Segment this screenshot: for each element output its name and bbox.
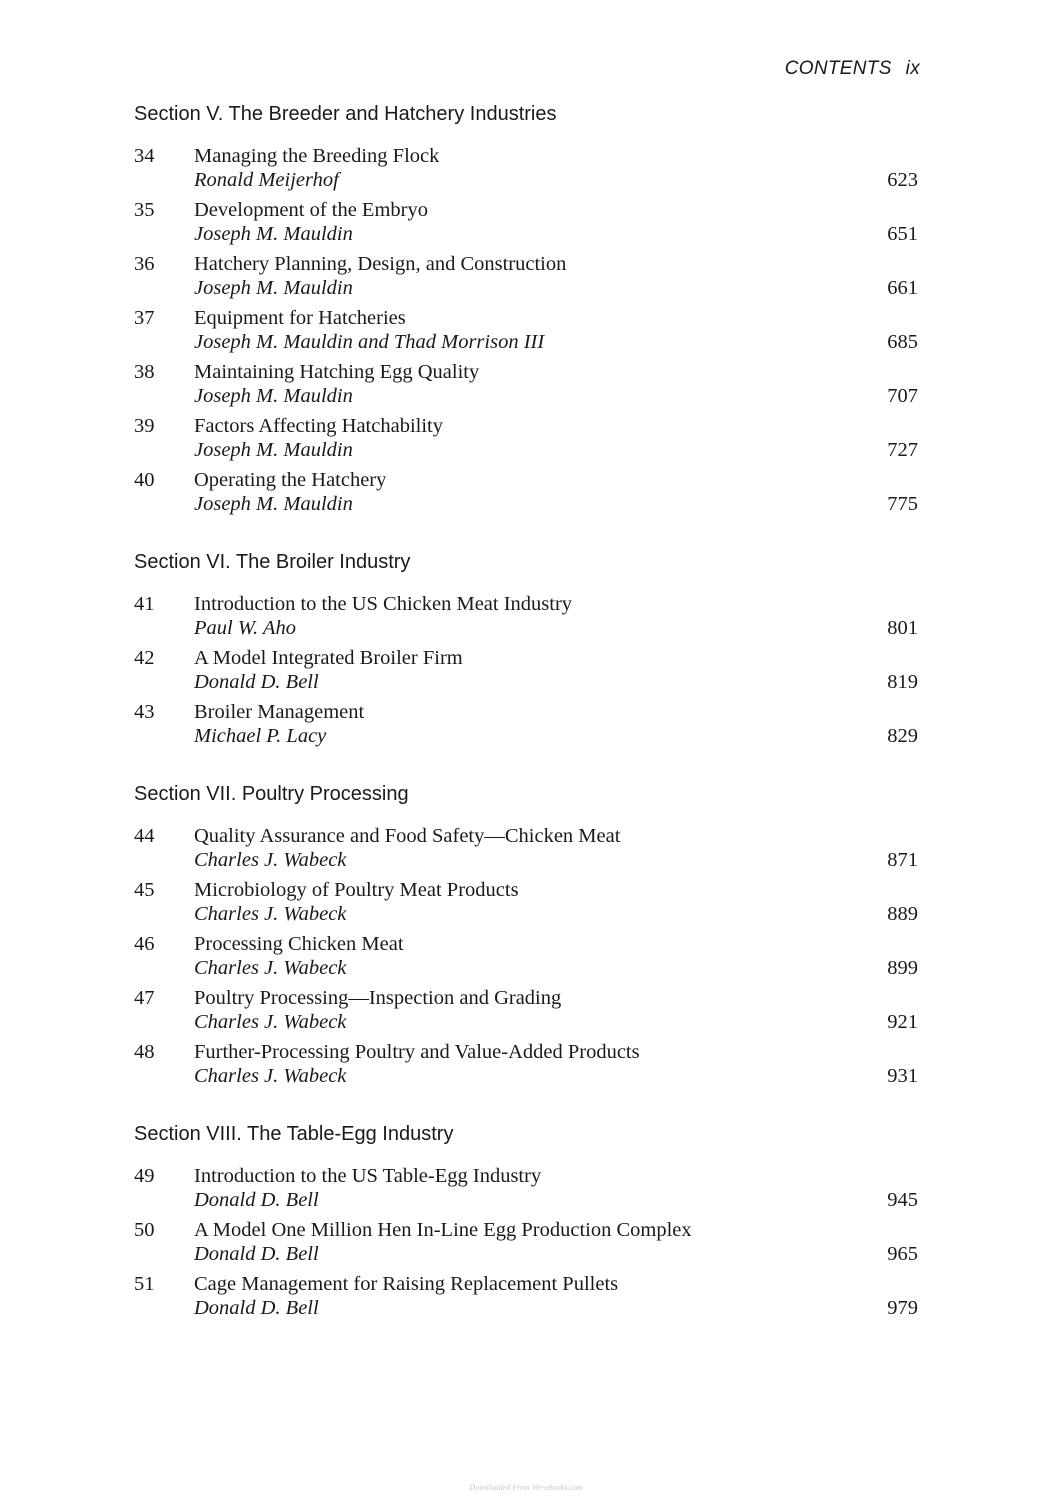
section-heading: Section VIII. The Table-Egg Industry	[134, 1123, 454, 1145]
chapter-number: 50	[134, 1219, 155, 1241]
chapter-author: Donald D. Bell	[194, 1243, 319, 1265]
chapter-page-number: 623	[887, 169, 918, 191]
chapter-details	[194, 1272, 918, 1326]
chapter-page-number: 661	[887, 277, 918, 299]
chapter-entry	[132, 986, 918, 1040]
chapter-author: Charles J. Wabeck	[194, 849, 347, 871]
chapter-page-number: 979	[887, 1297, 918, 1319]
chapter-entry	[132, 592, 918, 646]
chapter-page-number: 819	[887, 671, 918, 693]
chapter-details	[194, 468, 918, 522]
chapter-number: 47	[134, 987, 155, 1009]
chapter-author: Joseph M. Mauldin	[194, 277, 353, 299]
chapter-number: 37	[134, 307, 155, 329]
chapter-details	[194, 824, 918, 878]
section-heading: Section VI. The Broiler Industry	[134, 551, 411, 573]
chapter-title: Equipment for Hatcheries	[194, 307, 406, 329]
chapter-details	[194, 306, 918, 360]
chapter-title: Microbiology of Poultry Meat Products	[194, 879, 519, 901]
chapter-entry	[132, 468, 918, 522]
contents-section	[132, 780, 918, 1094]
chapter-number: 35	[134, 199, 155, 221]
chapter-details	[194, 646, 918, 700]
chapter-author: Charles J. Wabeck	[194, 957, 347, 979]
chapter-details	[194, 252, 918, 306]
chapter-entry	[132, 198, 918, 252]
chapter-number: 39	[134, 415, 155, 437]
chapter-entry	[132, 932, 918, 986]
chapter-author: Paul W. Aho	[194, 617, 296, 639]
chapter-details	[194, 198, 918, 252]
chapter-details	[194, 1218, 918, 1272]
chapter-entry	[132, 360, 918, 414]
chapter-page-number: 727	[887, 439, 918, 461]
chapter-page-number: 871	[887, 849, 918, 871]
chapter-details	[194, 1164, 918, 1218]
chapter-page-number: 707	[887, 385, 918, 407]
chapter-details	[194, 414, 918, 468]
contents-section	[132, 1120, 918, 1326]
contents-section	[132, 548, 918, 754]
chapter-details	[194, 932, 918, 986]
chapter-entry	[132, 1218, 918, 1272]
chapter-details	[194, 592, 918, 646]
chapter-author: Ronald Meijerhof	[194, 169, 339, 191]
chapter-details	[194, 878, 918, 932]
chapter-title: Maintaining Hatching Egg Quality	[194, 361, 480, 383]
chapter-details	[194, 700, 918, 754]
chapter-number: 34	[134, 145, 155, 167]
footer-watermark: Downloaded From Vet-eBooks.com	[469, 1483, 583, 1492]
chapter-title: Operating the Hatchery	[194, 469, 387, 491]
chapter-page-number: 945	[887, 1189, 918, 1211]
chapter-author: Charles J. Wabeck	[194, 1065, 347, 1087]
chapter-page-number: 965	[887, 1243, 918, 1265]
chapter-title: Poultry Processing—Inspection and Grading	[194, 987, 562, 1009]
chapter-entry	[132, 1272, 918, 1326]
chapter-title: Processing Chicken Meat	[194, 933, 404, 955]
chapter-title: Introduction to the US Chicken Meat Industry	[194, 593, 573, 615]
chapter-entry	[132, 144, 918, 198]
chapter-author: Joseph M. Mauldin	[194, 439, 353, 461]
chapter-entry	[132, 306, 918, 360]
chapter-entry	[132, 878, 918, 932]
chapter-page-number: 685	[887, 331, 918, 353]
chapter-title: Development of the Embryo	[194, 199, 428, 221]
chapter-entry	[132, 1164, 918, 1218]
chapter-author: Donald D. Bell	[194, 1189, 319, 1211]
chapter-author: Michael P. Lacy	[194, 725, 327, 747]
chapter-title: Cage Management for Raising Replacement Pullets	[194, 1273, 619, 1295]
chapter-page-number: 889	[887, 903, 918, 925]
chapter-author: Joseph M. Mauldin	[194, 223, 353, 245]
chapter-title: Quality Assurance and Food Safety—Chicken Meat	[194, 825, 621, 847]
chapter-number: 41	[134, 593, 155, 615]
chapter-title: A Model One Million Hen In-Line Egg Production Complex	[194, 1219, 692, 1241]
chapter-page-number: 931	[887, 1065, 918, 1087]
chapter-number: 36	[134, 253, 155, 275]
chapter-entry	[132, 414, 918, 468]
chapter-page-number: 829	[887, 725, 918, 747]
chapter-author: Charles J. Wabeck	[194, 903, 347, 925]
chapter-number: 40	[134, 469, 155, 491]
chapter-page-number: 921	[887, 1011, 918, 1033]
chapter-author: Donald D. Bell	[194, 671, 319, 693]
chapter-author: Joseph M. Mauldin and Thad Morrison III	[194, 331, 545, 353]
chapter-title: Broiler Management	[194, 701, 365, 723]
chapter-details	[194, 144, 918, 198]
chapter-number: 45	[134, 879, 155, 901]
chapter-page-number: 899	[887, 957, 918, 979]
running-head-label: CONTENTS	[784, 58, 892, 79]
chapter-author: Joseph M. Mauldin	[194, 385, 353, 407]
chapter-title: Further-Processing Poultry and Value-Added Products	[194, 1041, 640, 1063]
chapter-number: 49	[134, 1165, 155, 1187]
chapter-title: Managing the Breeding Flock	[194, 145, 440, 167]
chapter-number: 43	[134, 701, 155, 723]
chapter-entry	[132, 700, 918, 754]
chapter-author: Joseph M. Mauldin	[194, 493, 353, 515]
section-heading: Section VII. Poultry Processing	[134, 783, 409, 805]
chapter-entry	[132, 1040, 918, 1094]
chapter-author: Charles J. Wabeck	[194, 1011, 347, 1033]
contents-list	[132, 100, 918, 1352]
chapter-entry	[132, 252, 918, 306]
chapter-number: 48	[134, 1041, 155, 1063]
chapter-details	[194, 1040, 918, 1094]
chapter-details	[194, 360, 918, 414]
chapter-page-number: 775	[887, 493, 918, 515]
section-heading: Section V. The Breeder and Hatchery Industries	[134, 103, 557, 125]
chapter-number: 46	[134, 933, 155, 955]
chapter-title: Factors Affecting Hatchability	[194, 415, 443, 437]
chapter-title: Introduction to the US Table-Egg Industry	[194, 1165, 542, 1187]
chapter-number: 44	[134, 825, 155, 847]
running-head	[785, 58, 920, 80]
chapter-title: A Model Integrated Broiler Firm	[194, 647, 463, 669]
chapter-author: Donald D. Bell	[194, 1297, 319, 1319]
page-folio: ix	[905, 58, 920, 79]
chapter-details	[194, 986, 918, 1040]
chapter-number: 51	[134, 1273, 155, 1295]
chapter-page-number: 801	[887, 617, 918, 639]
chapter-entry	[132, 824, 918, 878]
chapter-title: Hatchery Planning, Design, and Construction	[194, 253, 567, 275]
chapter-page-number: 651	[887, 223, 918, 245]
chapter-entry	[132, 646, 918, 700]
chapter-number: 38	[134, 361, 155, 383]
contents-section	[132, 100, 918, 522]
chapter-number: 42	[134, 647, 155, 669]
